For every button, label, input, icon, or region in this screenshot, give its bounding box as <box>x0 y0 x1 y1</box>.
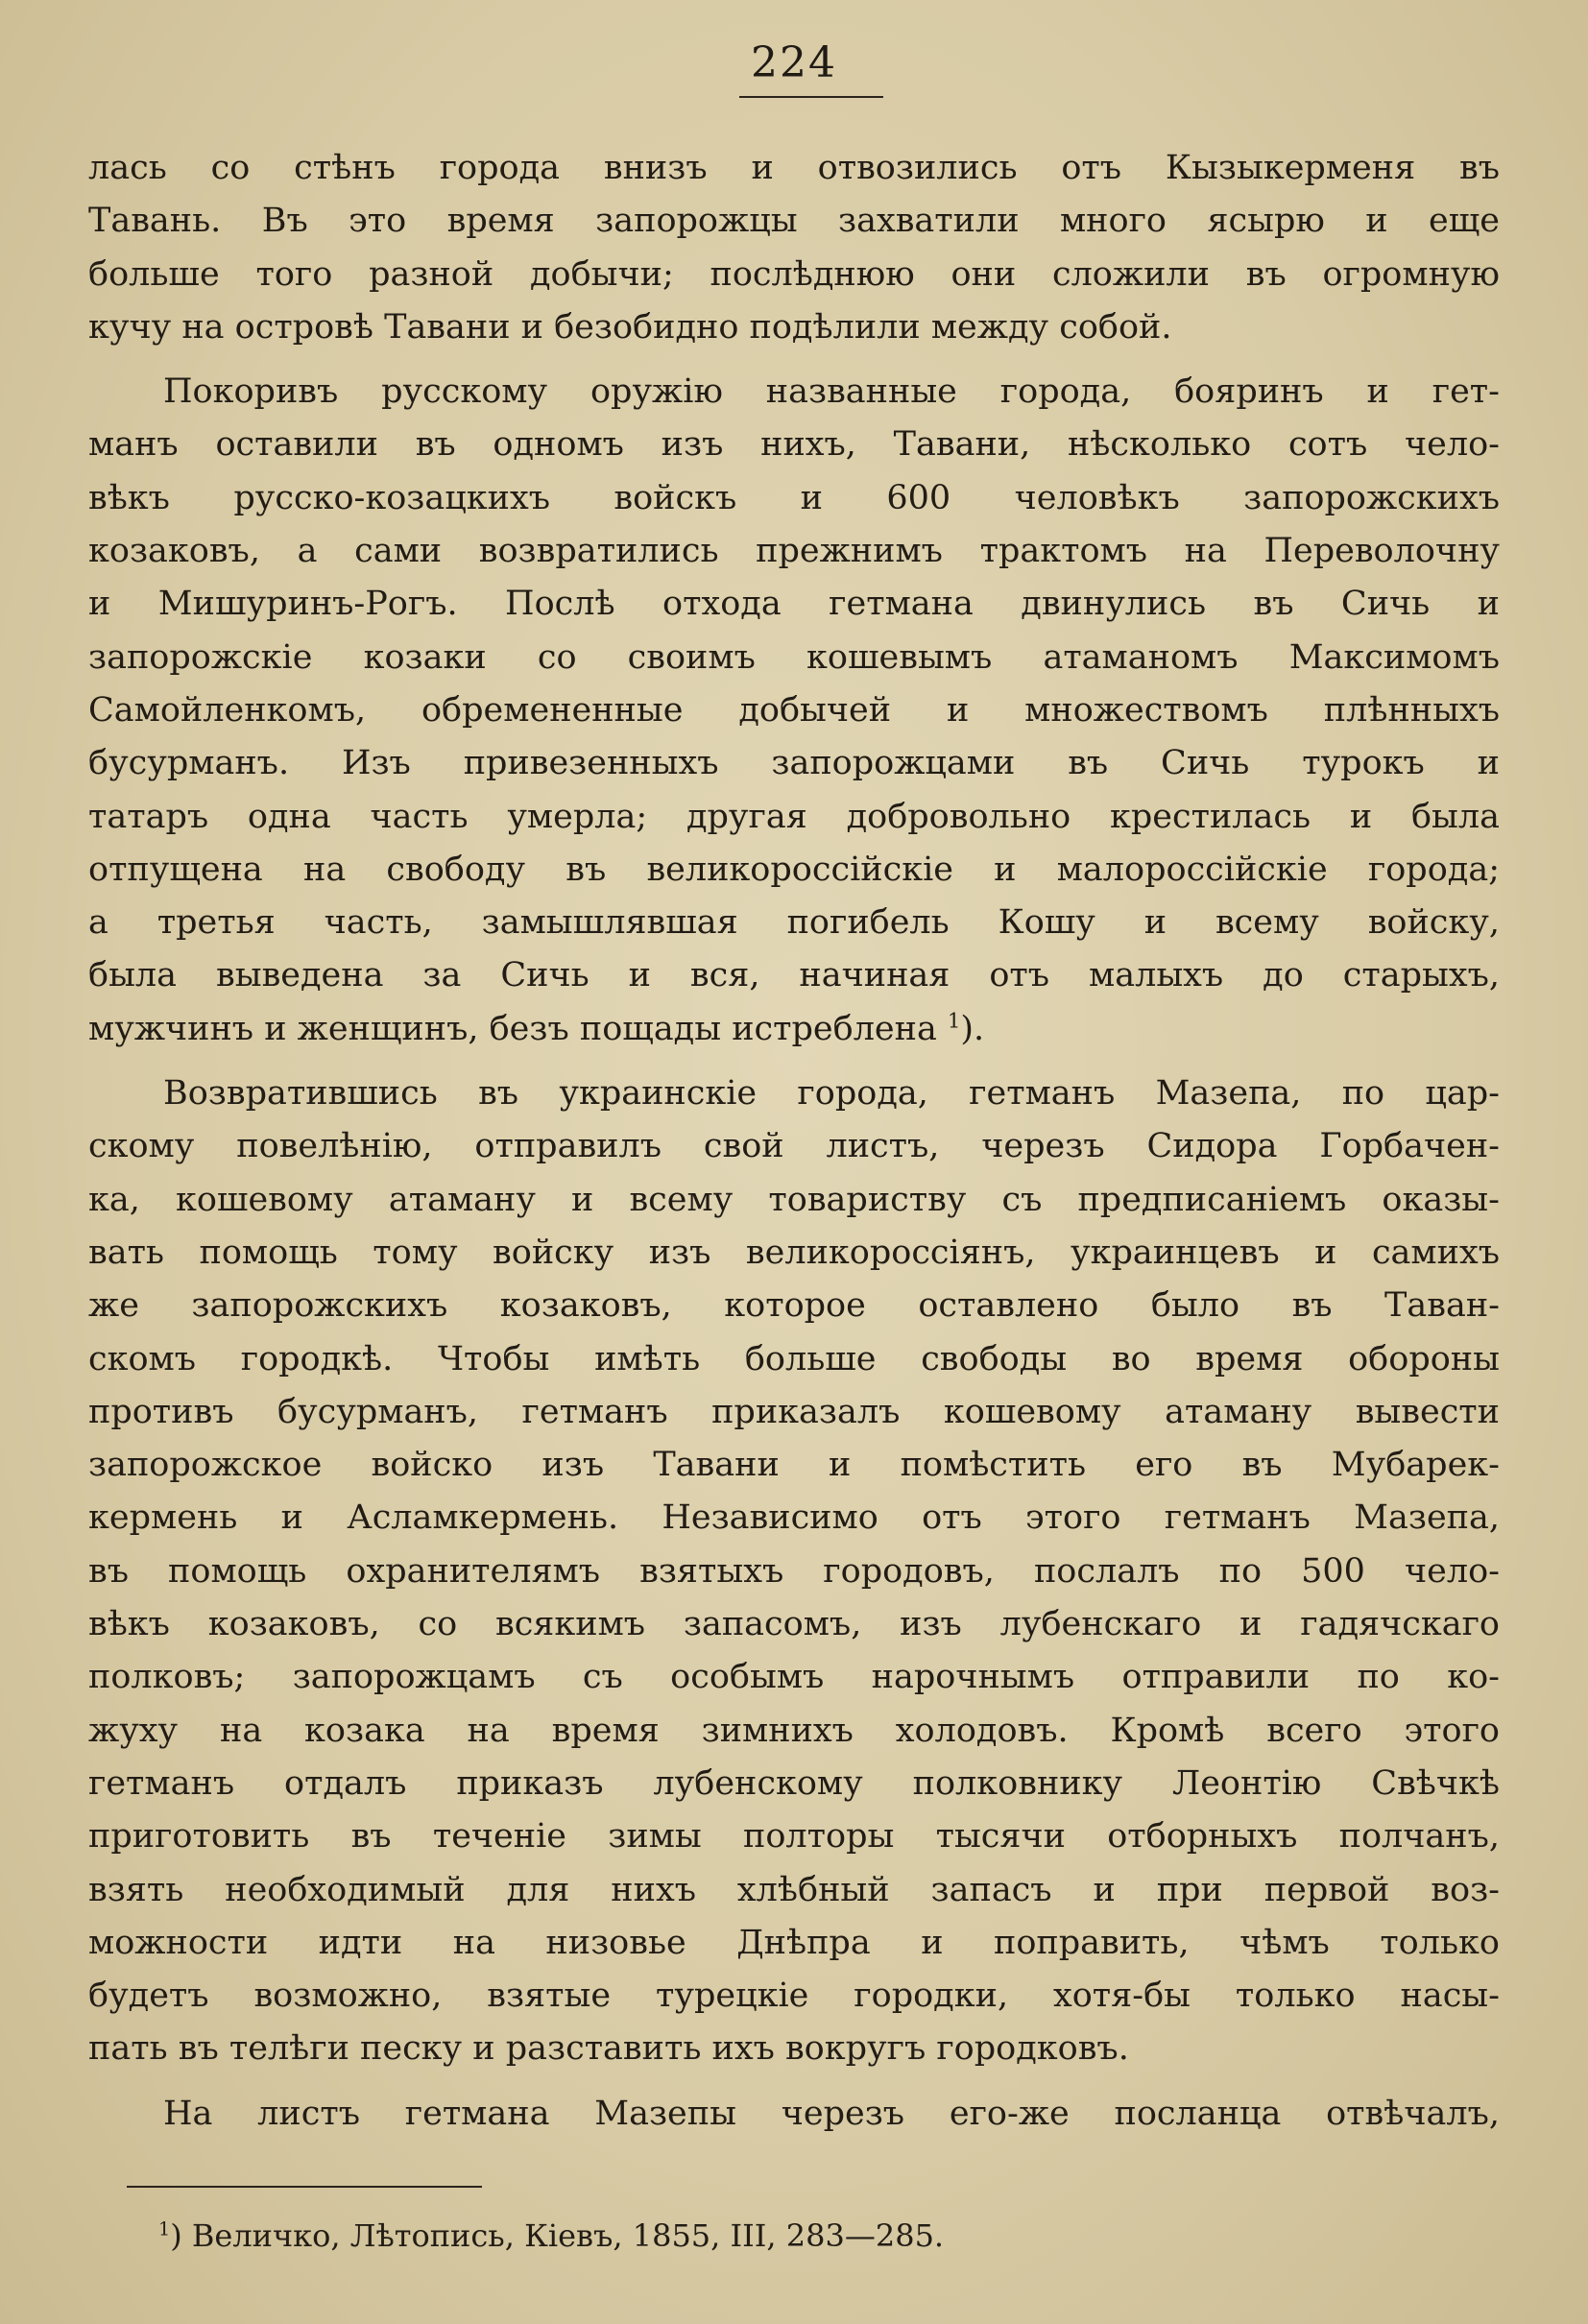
paragraph-2 <box>88 366 1500 1056</box>
text-line: Тавань. Въ это время запорожцы захватили много ясырю и еще <box>88 202 1500 241</box>
closing-punctuation: ). <box>960 1009 985 1048</box>
footnote-marker: 1 <box>158 2217 171 2240</box>
text-line: козаковъ, а сами возвратились прежнимъ трактомъ на Переволочну <box>88 532 1500 571</box>
text-line: и Мишуринъ-Рогъ. Послѣ отхода гетмана двинулись въ Сичь и <box>88 585 1500 624</box>
text-line: взять необходимый для нихъ хлѣбный запасъ и при первой воз- <box>88 1870 1500 1909</box>
footnote <box>158 2217 944 2254</box>
text-line: манъ оставили въ одномъ изъ нихъ, Тавани, нѣсколько сотъ чело- <box>88 425 1500 465</box>
text-line: лась со стѣнъ города внизъ и отвозились отъ Кызыкерменя въ <box>88 149 1500 187</box>
text-line: кермень и Асламкермень. Независимо отъ этого гетманъ Мазепа, <box>88 1498 1500 1538</box>
text-line: полковъ; запорожцамъ съ особымъ нарочнымъ отправили по ко- <box>88 1658 1500 1697</box>
text-line: въ помощь охранителямъ взятыхъ городовъ, послалъ по 500 чело- <box>88 1551 1500 1591</box>
text-line: а третья часть, замышлявшая погибель Кошу и всему войску, <box>88 903 1500 943</box>
body-text <box>88 142 1500 2141</box>
text-line: ка, кошевому атаману и всему товариству съ предписаніемъ оказы- <box>88 1180 1500 1219</box>
text-line: приготовить въ теченіе зимы полторы тысячи отборныхъ полчанъ, <box>88 1817 1500 1857</box>
text-line: больше того разной добычи; послѣднюю они сложили въ огромную <box>88 254 1500 294</box>
text-line: кучу на островѣ Тавани и безобидно подѣлили между собой. <box>88 307 1172 347</box>
text-line: скомъ городкѣ. Чтобы имѣть больше свободы во время обороны <box>88 1339 1500 1378</box>
text-line: татаръ одна часть умерла; другая добровольно крестилась и была <box>88 797 1500 836</box>
text-line: вать помощь тому войску изъ великороссіянъ, украинцевъ и самихъ <box>88 1233 1500 1272</box>
footnote-text: ) Величко, Лѣтопись, Кіевъ, 1855, III, 283—285. <box>170 2217 945 2254</box>
text-line: запорожскіе козаки со своимъ кошевымъ атаманомъ Максимомъ <box>88 637 1500 677</box>
text-line: Самойленкомъ, обремененные добычей и множествомъ плѣнныхъ <box>88 690 1500 730</box>
text-line: бусурманъ. Изъ привезенныхъ запорожцами въ Сичь турокъ и <box>88 744 1500 783</box>
text-line: Покоривъ русскому оружію названные города, бояринъ и гет- <box>163 372 1500 412</box>
text-line: будетъ возможно, взятые турецкіе городки, хотя-бы только насы- <box>88 1977 1500 2016</box>
text-line: пать въ телѣги песку и разставить ихъ вокругъ городковъ. <box>88 2029 1129 2069</box>
text-line: была выведена за Сичь и вся, начиная отъ малыхъ до старыхъ, <box>88 956 1500 995</box>
paragraph-4 <box>88 2088 1500 2141</box>
text-line: жуху на козака на время зимнихъ холодовъ. Кромѣ всего этого <box>88 1711 1500 1750</box>
page-number: 224 <box>751 38 837 87</box>
text-line: Возвратившись въ украинскіе города, гетманъ Мазепа, по цар- <box>163 1074 1500 1114</box>
text-line: запорожское войско изъ Тавани и помѣстить его въ Мубарек- <box>88 1446 1500 1485</box>
footnote-reference: 1 <box>947 1009 961 1033</box>
text-line: противъ бусурманъ, гетманъ приказалъ кошевому атаману вывести <box>88 1392 1500 1431</box>
paragraph-3 <box>88 1067 1500 2076</box>
paragraph-1 <box>88 142 1500 354</box>
text-line: вѣкъ русско-козацкихъ войскъ и 600 человѣкъ запорожскихъ <box>88 478 1500 517</box>
text-line-with-footnote <box>88 1003 1500 1056</box>
text-line: отпущена на свободу въ великороссійскіе и малороссійскіе города; <box>88 850 1500 889</box>
text-line: можности идти на низовье Днѣпра и поправить, чѣмъ только <box>88 1923 1500 1962</box>
text-line: скому повелѣнію, отправилъ свой листъ, черезъ Сидора Горбачен- <box>88 1127 1500 1166</box>
footnote-rule <box>127 2186 482 2188</box>
text-line: мужчинъ и женщинъ, безъ пощады истреблена <box>88 1009 937 1048</box>
text-line: На листъ гетмана Мазепы черезъ его-же посланца отвѣчалъ, <box>163 2094 1500 2133</box>
text-line: же запорожскихъ козаковъ, которое оставлено было въ Таван- <box>88 1286 1500 1326</box>
text-line: вѣкъ козаковъ, со всякимъ запасомъ, изъ лубенскаго и гадячскаго <box>88 1605 1500 1644</box>
text-line: гетманъ отдалъ приказъ лубенскому полковнику Леонтію Свѣчкѣ <box>88 1763 1500 1803</box>
page-number-rule <box>739 96 883 98</box>
